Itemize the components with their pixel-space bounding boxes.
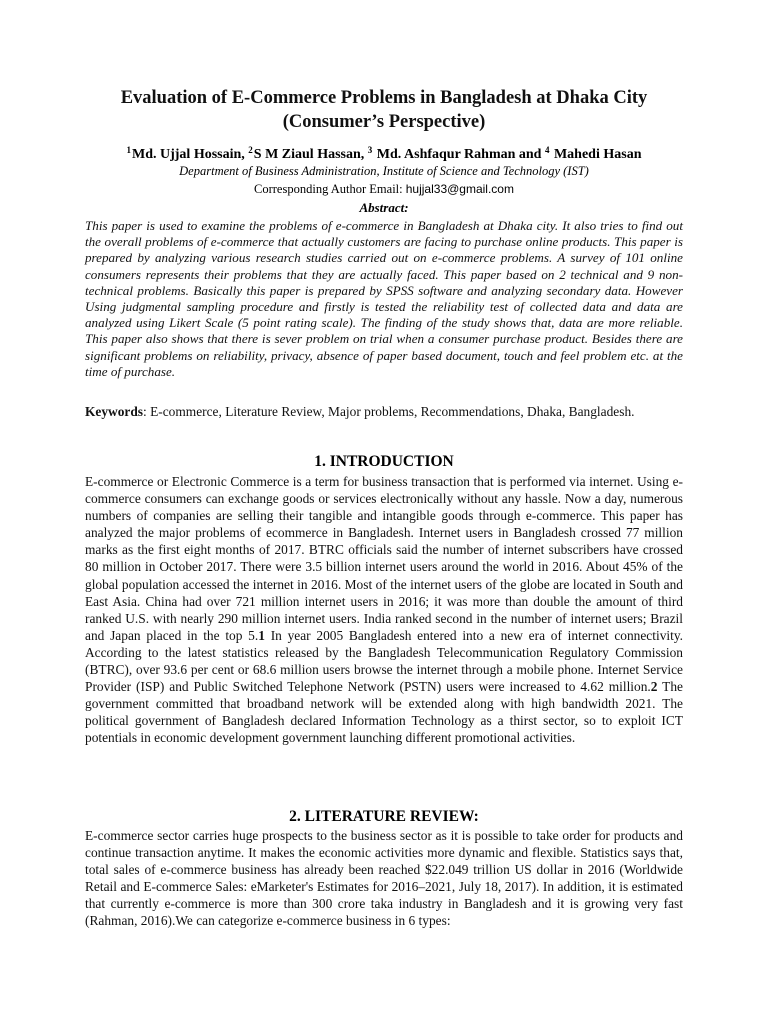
- section-2-paragraph: E-commerce sector carries huge prospects to the business sector as it is possible to take order for products and continue transaction anytime. It makes the economic activities more dynamic and flexible. Statistics says that, total sales of e-commerce business has already been reached $22.049 trillion US dollar in 2016 (Worldwide Retail and E-commerce Sales: eMarketer's Estimates for 2016–2021, July 18, 2017). In addition, it is estimated that currently e-commerce is more than 300 crore taka industry in Bangladesh and it is growing very fast (Rahman, 2016).We can categorize e-commerce business in 6 types:: [85, 828, 683, 929]
- abstract-text: This paper is used to examine the problems of e-commerce in Bangladesh at Dhaka city. It also tries to find out the overall problems of e-commerce that actually customers are facing to purchase online products. This paper is prepared by analyzing various research studies carried out on e-commerce problems. A survey of 101 online consumers represents their problems that they are actually faced. This paper based on 2 technical and 9 non-technical problems. Basically this paper is prepared by SPSS software and analyzing secondary data. However Using judgmental sampling procedure and firstly is tested the reliability test of collected data and data are analyzed using Likert Scale (5 point rating scale). The finding of the study shows that, data are more reliable. This paper also shows that there is sever problem on trial when a consumer purchase product. Besides there are significant problems on reliability, privacy, absence of paper based document, touch and feel problem etc. at the time of purchase.: [85, 218, 683, 379]
- department-affiliation: Department of Business Administration, Institute of Science and Technology (IST): [179, 164, 589, 178]
- reference-marker-2: 2: [650, 679, 658, 695]
- author-2-affiliation: 2: [248, 145, 253, 155]
- intro-text-part-2: In year 2005 Bangladesh entered into a new era of internet connectivity. According to the latest statistics released by the Bangladesh Telecommunication Regulatory Commission (BTRC), over 93.6 per cent or 68.6 million users browse the internet through a mobile phone. Internet Service Provider (ISP) and Public Switched Telephone Network (PSTN) users were increased to 4.62 million.: [85, 627, 684, 695]
- intro-text-part-1: E-commerce or Electronic Commerce is a term for business transaction that is performed via internet. Using e-commerce consumers can exchange goods or services electronically without any hassle. Now a day, numerous numbers of companies are selling their tangible and intangible goods through e-commerce. This paper has analyzed the major problems of ecommerce in Bangladesh. Internet users in Bangladesh crossed 77 million marks as the first eight months of 2017. BTRC officials said the number of internet subscribers have crossed 80 million in October 2017. There were 3.5 billion internet users around the world in 2016. About 45% of the global population accessed the internet in 2016. Most of the internet users of the globe are located in South and East Asia. China had over 721 million internet users in 2016; it was more than double the amount of third ranked U.S. with nearly 290 million internet users. India ranked second in the number of internet users; Brazil and Japan placed in the top 5.: [85, 474, 683, 643]
- paper-title: [60, 86, 708, 134]
- corresponding-author: [60, 180, 708, 198]
- author-3-affiliation: 3: [367, 145, 373, 155]
- intro-text-part-3: The government committed that broadband network will be extended along with high bandwidth 2021. The political government of Bangladesh declared Information Technology as a thirst sector, so to exploit ICT potentials in economic development government launching different promotional activities.: [85, 679, 683, 746]
- author-4-affiliation: 4: [544, 145, 550, 155]
- title-line-1: Evaluation of E-Commerce Problems in Bangladesh at Dhaka City: [120, 88, 648, 108]
- corresponding-email: hujjal33@gmail.com: [405, 182, 514, 196]
- title-line-2: (Consumer’s Perspective): [282, 112, 486, 132]
- abstract-heading: Abstract:: [359, 200, 409, 215]
- author-1-affiliation: 1: [126, 145, 131, 155]
- section-1-heading: 1. INTRODUCTION: [314, 453, 454, 470]
- section-1-paragraph: [85, 473, 683, 747]
- keywords-text: : E-commerce, Literature Review, Major problems, Recommendations, Dhaka, Bangladesh.: [143, 404, 635, 419]
- author-1: Md. Ujjal Hossain,: [132, 147, 249, 162]
- author-2: S M Ziaul Hassan,: [253, 147, 368, 162]
- keywords: [85, 403, 683, 420]
- corresponding-label: Corresponding Author Email:: [254, 182, 406, 196]
- author-4: Mahedi Hasan: [550, 147, 642, 162]
- section-2-heading: 2. LITERATURE REVIEW:: [289, 808, 479, 825]
- reference-marker-1: 1: [258, 627, 265, 643]
- keywords-label: Keywords: [85, 404, 144, 419]
- author-3: Md. Ashfaqur Rahman and: [373, 147, 545, 162]
